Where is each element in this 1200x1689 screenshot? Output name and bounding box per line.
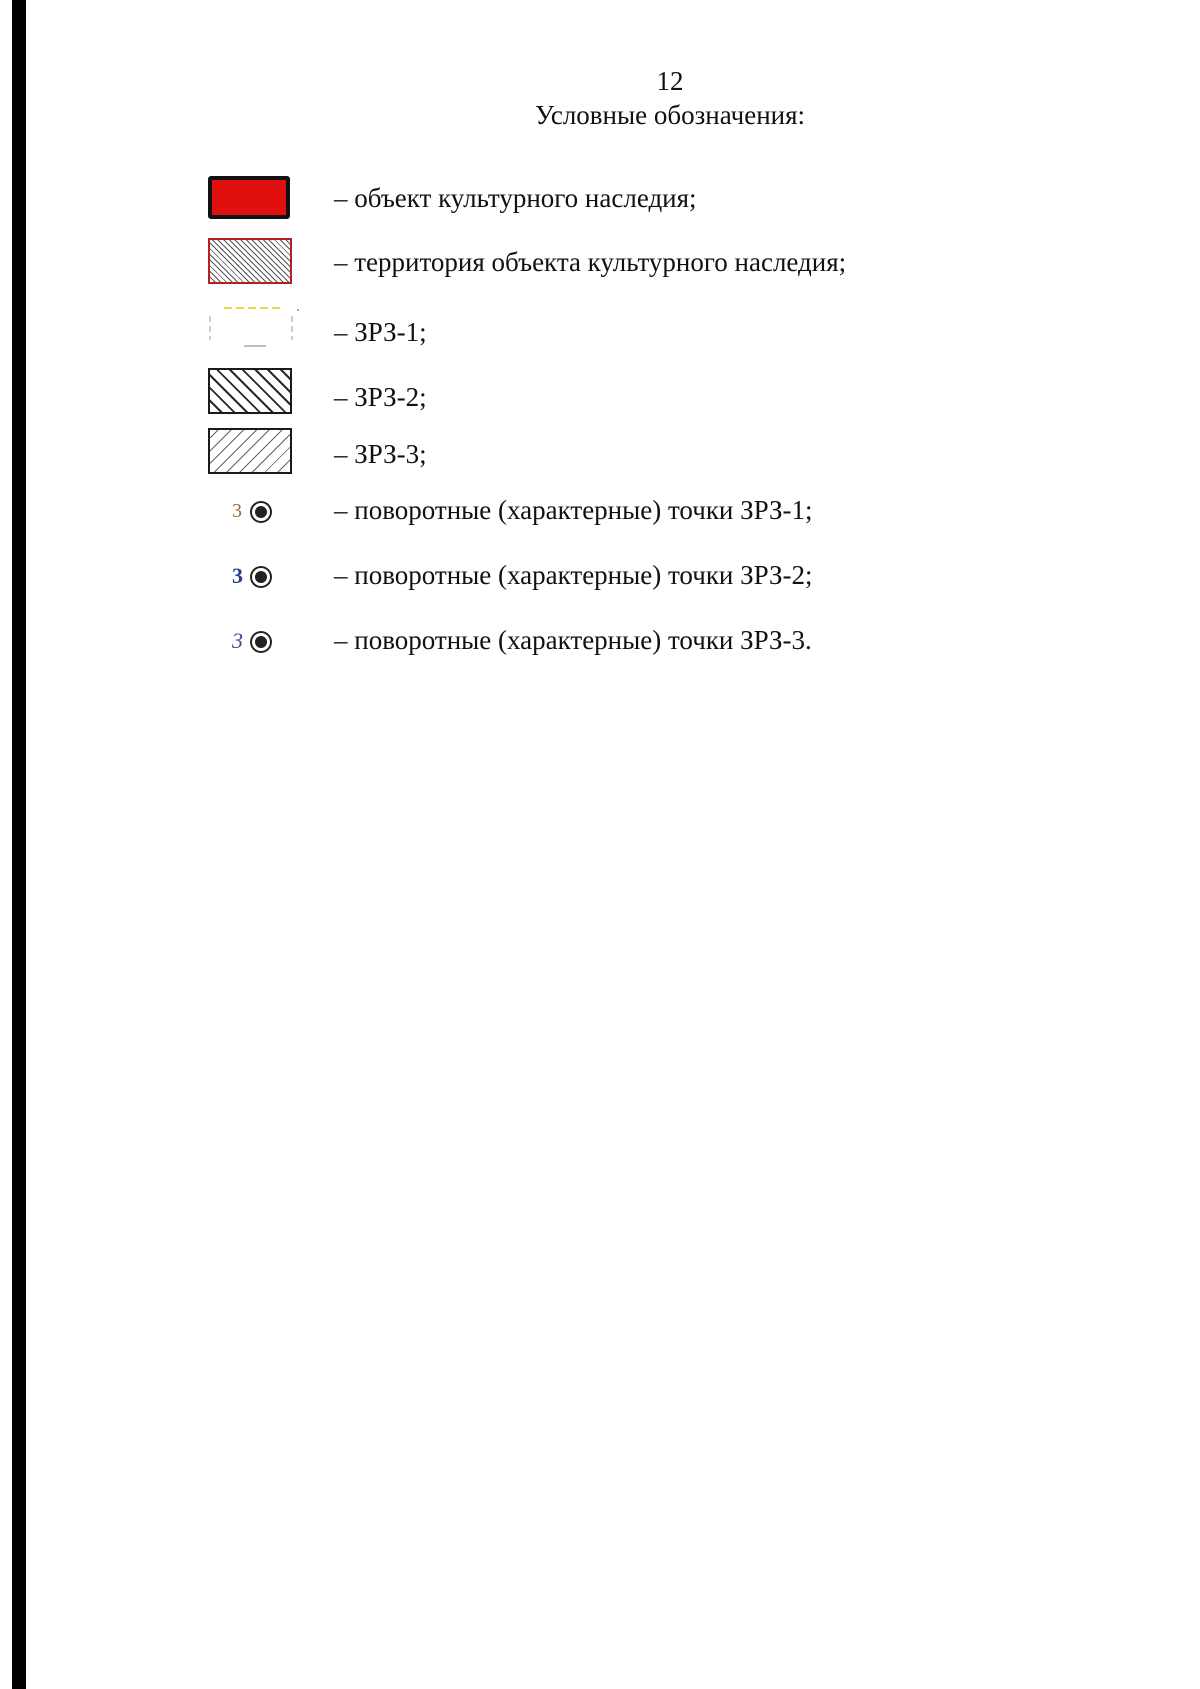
turning-point-zrz1-symbol [230, 498, 280, 528]
zrz2-symbol [208, 368, 292, 414]
legend-item-label: – поворотные (характерные) точки ЗРЗ-3. [334, 625, 812, 655]
turning-point-zrz2-symbol [230, 563, 280, 593]
heritage-territory-symbol [208, 238, 292, 284]
legend-item-zrz1 [0, 300, 1200, 360]
legend-item-zrz3 [0, 428, 1200, 488]
legend-title: Условные обозначения: [534, 100, 806, 130]
point-marker-icon [252, 633, 270, 651]
legend-item-label: – ЗРЗ-3; [334, 439, 427, 469]
legend-item-turning-points-zrz2 [0, 560, 1200, 623]
page-number: 12 [656, 66, 684, 96]
legend-item-label: – ЗРЗ-1; [334, 317, 427, 347]
turning-point-zrz3-symbol [230, 628, 280, 658]
legend-item-zrz2 [0, 368, 1200, 428]
point-marker-icon [252, 568, 270, 586]
heritage-object-symbol [208, 176, 290, 219]
legend-item-label: – ЗРЗ-2; [334, 382, 427, 412]
point-label: 3 [232, 563, 243, 588]
legend-item-label: – поворотные (характерные) точки ЗРЗ-1; [334, 495, 813, 525]
legend-item-turning-points-zrz3 [0, 625, 1200, 688]
point-label: 3 [232, 500, 242, 522]
legend-item-heritage-territory [0, 238, 1200, 298]
legend-item-label: – территория объекта культурного наследия; [334, 247, 847, 277]
point-marker-icon [252, 503, 270, 521]
legend-item-turning-points-zrz1 [0, 495, 1200, 558]
point-label: 3 [232, 628, 243, 653]
legend-item-label: – поворотные (характерные) точки ЗРЗ-2; [334, 560, 813, 590]
zrz3-symbol [208, 428, 292, 474]
zrz1-symbol [206, 300, 300, 348]
legend-item-label: – объект культурного наследия; [334, 183, 697, 213]
legend-item-heritage-object [0, 173, 1200, 233]
